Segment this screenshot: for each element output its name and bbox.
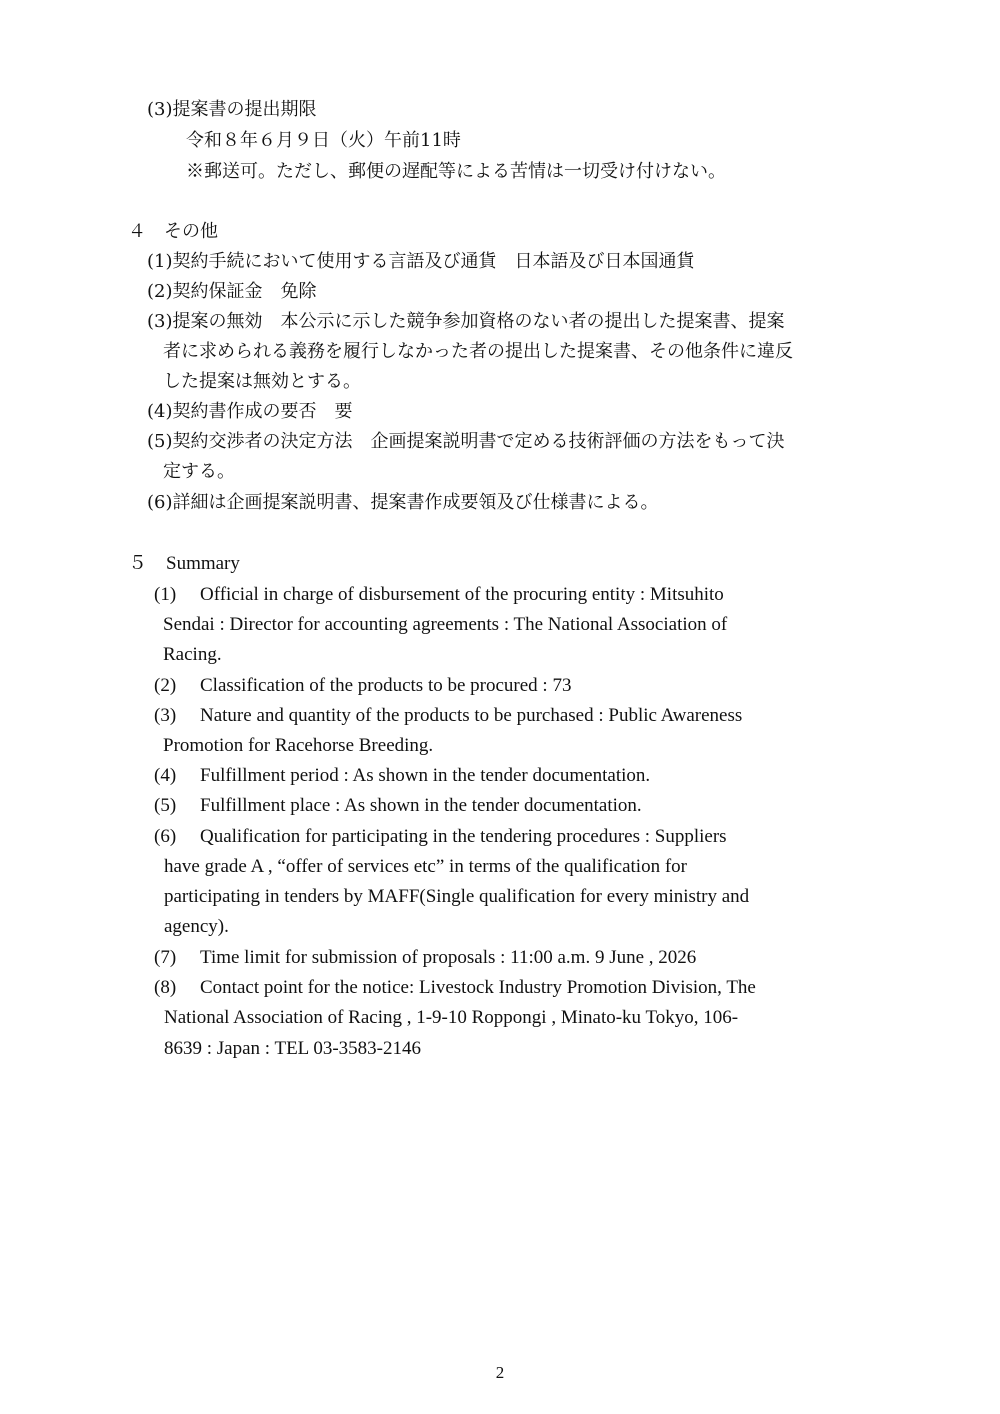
page-number: 2: [495, 1363, 505, 1382]
section4-item3-line1: (3)提案の無効 本公示に示した競争参加資格のない者の提出した提案書、提案: [147, 311, 785, 332]
summary-item-8-line1: (8) Contact point for the notice: Livestock Industry Promotion Division, The: [154, 973, 756, 1003]
summary-item-1-line1: (1) Official in charge of disbursement of the procuring entity : Mitsuhito: [154, 580, 724, 610]
section4-heading: ４ その他: [128, 221, 218, 242]
summary-item-number: (6): [154, 826, 177, 847]
section4-item6: (6)詳細は企画提案説明書、提案書作成要領及び仕様書による。: [147, 492, 659, 513]
summary-item-8-line3: 8639 : Japan : TEL 03-3583-2146: [164, 1038, 421, 1059]
summary-item-number: (2): [154, 675, 177, 696]
summary-item-number: (4): [154, 765, 177, 786]
summary-item-3-line1: (3) Nature and quantity of the products to be purchased : Public Awareness: [154, 701, 742, 731]
summary-item-6-line2: have grade A , “offer of services etc” in terms of the qualification for: [164, 856, 687, 877]
summary-item-number: (3): [154, 705, 177, 726]
summary-item-6-line3: participating in tenders by MAFF(Single qualification for every ministry and: [164, 886, 750, 907]
summary-item-7-line1: (7) Time limit for submission of proposals : 11:00 a.m. 9 June , 2026: [154, 943, 696, 973]
section4-item2: (2)契約保証金 免除: [147, 281, 317, 302]
section5-heading: ５ Summary: [128, 553, 240, 574]
summary-item-1-line2: Sendai : Director for accounting agreements : The National Association of: [163, 614, 728, 635]
summary-item-number: (5): [154, 795, 177, 816]
summary-item-5-line1: (5) Fulfillment place : As shown in the tender documentation.: [154, 791, 642, 821]
summary-item-2-line1: (2) Classification of the products to be procured : 73: [154, 671, 571, 701]
deadline-date: 令和８年６月９日（火）午前11時: [186, 130, 461, 151]
section4-item4: (4)契約書作成の要否 要: [147, 401, 353, 422]
summary-item-4-line1: (4) Fulfillment period : As shown in the tender documentation.: [154, 761, 650, 791]
section4-item3-line2: 者に求められる義務を履行しなかった者の提出した提案書、その他条件に違反: [163, 341, 793, 362]
summary-item-number: (7): [154, 947, 177, 968]
summary-item-6-line4: agency).: [164, 916, 229, 937]
section4-item5-line2: 定する。: [163, 461, 235, 482]
mail-note: ※郵送可。ただし、郵便の遅配等による苦情は一切受け付けない。: [186, 161, 726, 182]
summary-item-8-line2: National Association of Racing , 1-9-10 Roppongi , Minato-ku Tokyo, 106-: [164, 1007, 739, 1028]
summary-item-number: (1): [154, 584, 177, 605]
section4-item1: (1)契約手続において使用する言語及び通貨 日本語及び日本国通貨: [147, 251, 695, 272]
section4-item3-line3: した提案は無効とする。: [163, 371, 361, 392]
summary-item-3-line2: Promotion for Racehorse Breeding.: [163, 735, 434, 756]
summary-item-1-line3: Racing.: [163, 644, 222, 665]
section3-item3-heading: (3)提案書の提出期限: [147, 99, 317, 120]
summary-item-6-line1: (6) Qualification for participating in the tendering procedures : Suppliers: [154, 822, 727, 852]
section4-item5-line1: (5)契約交渉者の決定方法 企画提案説明書で定める技術評価の方法をもって決: [147, 431, 785, 452]
summary-item-number: (8): [154, 977, 177, 998]
